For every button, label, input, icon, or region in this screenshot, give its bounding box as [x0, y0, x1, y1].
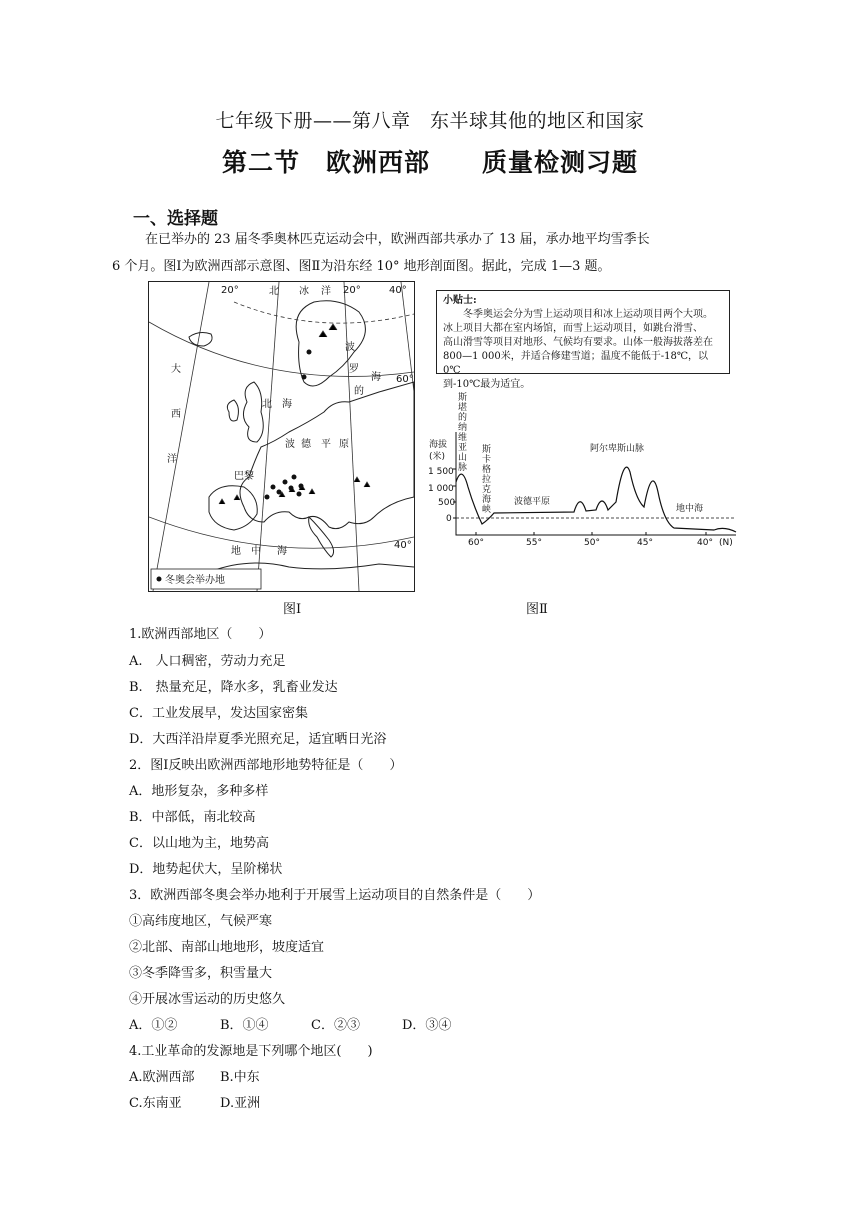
tip-line: 冬季奥运会分为雪上运动项目和冰上运动项目两个大项。: [463, 309, 713, 320]
question-4-option: C.东南亚: [129, 1096, 182, 1111]
arctic-label: 北: [269, 286, 279, 297]
parallel-60: [149, 322, 414, 376]
tip-line: 高山滑雪等项目对地形、气候均有要求。山体一般海拔落差在: [443, 337, 713, 348]
iberia-coast: [209, 486, 257, 530]
lon-label: 40°: [389, 285, 407, 296]
skag-label: 格: [482, 465, 492, 475]
alps-profile-label: 阿尔卑斯山脉: [590, 444, 645, 454]
host-dot: [289, 486, 294, 491]
intro-line-2: 6 个月。图Ⅰ为欧洲西部示意图、图Ⅱ为沿东经 10° 地形剖面图。据此，完成 1—3 题。: [112, 259, 611, 274]
y-axis-label: 海拔: [429, 440, 448, 450]
paris-label: 巴黎: [234, 471, 254, 482]
question-3-statement: ②北部、南部山地地形，坡度适宜: [129, 940, 325, 955]
host-dot: [271, 485, 276, 490]
question-3-answer: B．①④: [220, 1018, 269, 1033]
med-label: 中: [251, 546, 261, 557]
skag-label: 峡: [482, 505, 492, 515]
scand-label: 山: [458, 453, 468, 463]
plain-label: 原: [339, 439, 349, 450]
profile-curve: [456, 467, 736, 532]
skag-label: 拉: [482, 475, 492, 485]
skag-label-group: [482, 443, 491, 515]
med-label: 海: [277, 546, 287, 557]
tip-title: 小贴士:: [443, 295, 477, 306]
carpathian-mountains: [354, 477, 370, 487]
skag-label: 斯: [482, 445, 492, 455]
question-1-option: A. 人口稠密，劳动力充足: [129, 654, 286, 669]
host-dot: [277, 490, 282, 495]
arctic-label: 冰: [299, 286, 309, 297]
terrain-profile: [424, 392, 744, 552]
host-dot: [307, 350, 312, 355]
baltic-label: 罗: [349, 364, 359, 375]
intro-line-1: 在已举办的 23 届冬季奥林匹克运动会中，欧洲西部共承办了 13 届，承办地平均雪季长: [145, 232, 650, 247]
atlantic-label: 大: [171, 364, 181, 375]
x-tick: 40°: [697, 538, 713, 548]
skag-label: 卡: [482, 455, 492, 465]
host-dot: [302, 375, 307, 380]
question-2-stem: 2．图Ⅰ反映出欧洲西部地形地势特征是（ ）: [129, 758, 403, 773]
baltic-label: 波: [345, 342, 355, 353]
skag-label: 克: [482, 485, 492, 495]
question-4-stem: 4.工业革命的发源地是下列哪个地区( ): [129, 1044, 373, 1059]
arctic-circle: [234, 302, 414, 323]
y-axis-label: (米): [429, 452, 446, 462]
question-3-answer: A．①②: [129, 1018, 178, 1033]
scand-label: 的: [458, 413, 468, 423]
legend-dot: [157, 577, 162, 582]
europe-map: [148, 281, 415, 592]
question-3-statement: ③冬季降雪多，积雪量大: [129, 966, 273, 981]
plain-label: 德: [301, 439, 311, 450]
scand-label: 维: [458, 433, 468, 443]
europe-map-svg: [149, 282, 414, 591]
meridian-20w: [153, 282, 209, 591]
section-heading: 一、选择题: [133, 209, 218, 229]
terrain-profile-svg: [424, 392, 744, 552]
arctic-label: 洋: [321, 286, 331, 297]
parallel-40: [149, 517, 414, 548]
tip-box: [436, 290, 730, 390]
y-tick: 1 000: [428, 484, 454, 494]
y-tick: 500: [438, 498, 456, 508]
scand-label: 堪: [458, 403, 468, 413]
host-dot: [299, 484, 304, 489]
question-3-answer: C．②③: [311, 1018, 360, 1033]
x-tick: 55°: [526, 538, 542, 548]
italy-coast: [309, 517, 334, 557]
scandinavian-mountains: [319, 324, 337, 337]
figure-2-caption: 图Ⅱ: [526, 602, 548, 617]
question-4-option: D.亚洲: [220, 1096, 261, 1111]
plain-profile-label: 波德平原: [514, 497, 551, 507]
scand-label: 亚: [458, 443, 468, 453]
tip-line: 到-10℃最为适宜。: [443, 379, 531, 390]
tip-line: 冰上项目大都在室内场馆，而雪上运动项目，如跳台滑雪、: [443, 323, 703, 334]
scand-label-group: [458, 392, 467, 473]
scand-label: 纳: [458, 423, 468, 433]
question-2-option: B．中部低，南北较高: [129, 810, 256, 825]
meridian-20e: [344, 282, 359, 591]
question-2-option: C．以山地为主，地势高: [129, 836, 269, 851]
document-title: 第二节 欧洲西部 质量检测习题: [221, 148, 638, 177]
question-1-stem: 1.欧洲西部地区（ ）: [129, 627, 272, 642]
x-tick: 45°: [637, 538, 653, 548]
question-2-option: D．地势起伏大，呈阶梯状: [129, 862, 283, 877]
tip-line: 800—1 000米，并适合修建雪道；温度不能低于-18℃，以0℃: [443, 351, 709, 376]
lon-label: 20°: [221, 285, 239, 296]
ireland-coast: [227, 400, 238, 421]
legend-label: 冬奥会举办地: [165, 575, 225, 586]
y-tick: 1 500: [428, 467, 454, 477]
question-4-option: B.中东: [220, 1070, 260, 1085]
host-dot: [292, 475, 297, 480]
question-1-option: D．大西洋沿岸夏季光照充足，适宜晒日光浴: [129, 732, 387, 747]
question-3-statement: ④开展冰雪运动的历史悠久: [129, 992, 286, 1007]
north-sea-label: 海: [282, 399, 292, 410]
question-2-option: A．地形复杂，多种多样: [129, 784, 269, 799]
med-label: 地: [231, 546, 241, 557]
scand-label: 脉: [458, 463, 468, 473]
y-tick: 0: [446, 514, 452, 524]
lon-label: 20°: [343, 285, 361, 296]
baltic-label: 海: [371, 372, 381, 383]
x-unit: (N): [719, 538, 733, 548]
x-tick: 50°: [584, 538, 600, 548]
question-1-option: B. 热量充足，降水多，乳畜业发达: [129, 680, 338, 695]
med-profile-label: 地中海: [676, 504, 704, 514]
lat-label: 60°: [396, 374, 414, 385]
baltic-label: 的: [354, 386, 364, 397]
figure-1-caption: 图Ⅰ: [283, 602, 302, 617]
host-dot: [265, 495, 270, 500]
x-tick: 60°: [468, 538, 484, 548]
britain-coast: [243, 382, 263, 442]
host-dot: [283, 480, 288, 485]
north-sea-label: 北: [262, 399, 272, 410]
question-3-stem: 3．欧洲西部冬奥会举办地利于开展雪上运动项目的自然条件是（ ）: [129, 888, 541, 903]
question-4-option: A.欧洲西部: [129, 1070, 195, 1085]
lat-label: 40°: [394, 540, 412, 551]
plain-label: 平: [321, 439, 331, 450]
scand-label: 斯: [458, 393, 468, 403]
host-dot: [297, 492, 302, 497]
question-3-statement: ①高纬度地区，气候严寒: [129, 914, 273, 929]
pyrenees-mountains: [219, 495, 240, 504]
atlantic-label: 洋: [167, 454, 177, 465]
atlantic-label: 西: [171, 409, 181, 420]
question-1-option: C．工业发展早，发达国家密集: [129, 706, 308, 721]
plain-label: 波: [285, 439, 295, 450]
document-subtitle: 七年级下册——第八章 东半球其他的地区和国家: [215, 110, 645, 132]
question-3-answer: D．③④: [402, 1018, 452, 1033]
skag-label: 海: [482, 495, 492, 505]
